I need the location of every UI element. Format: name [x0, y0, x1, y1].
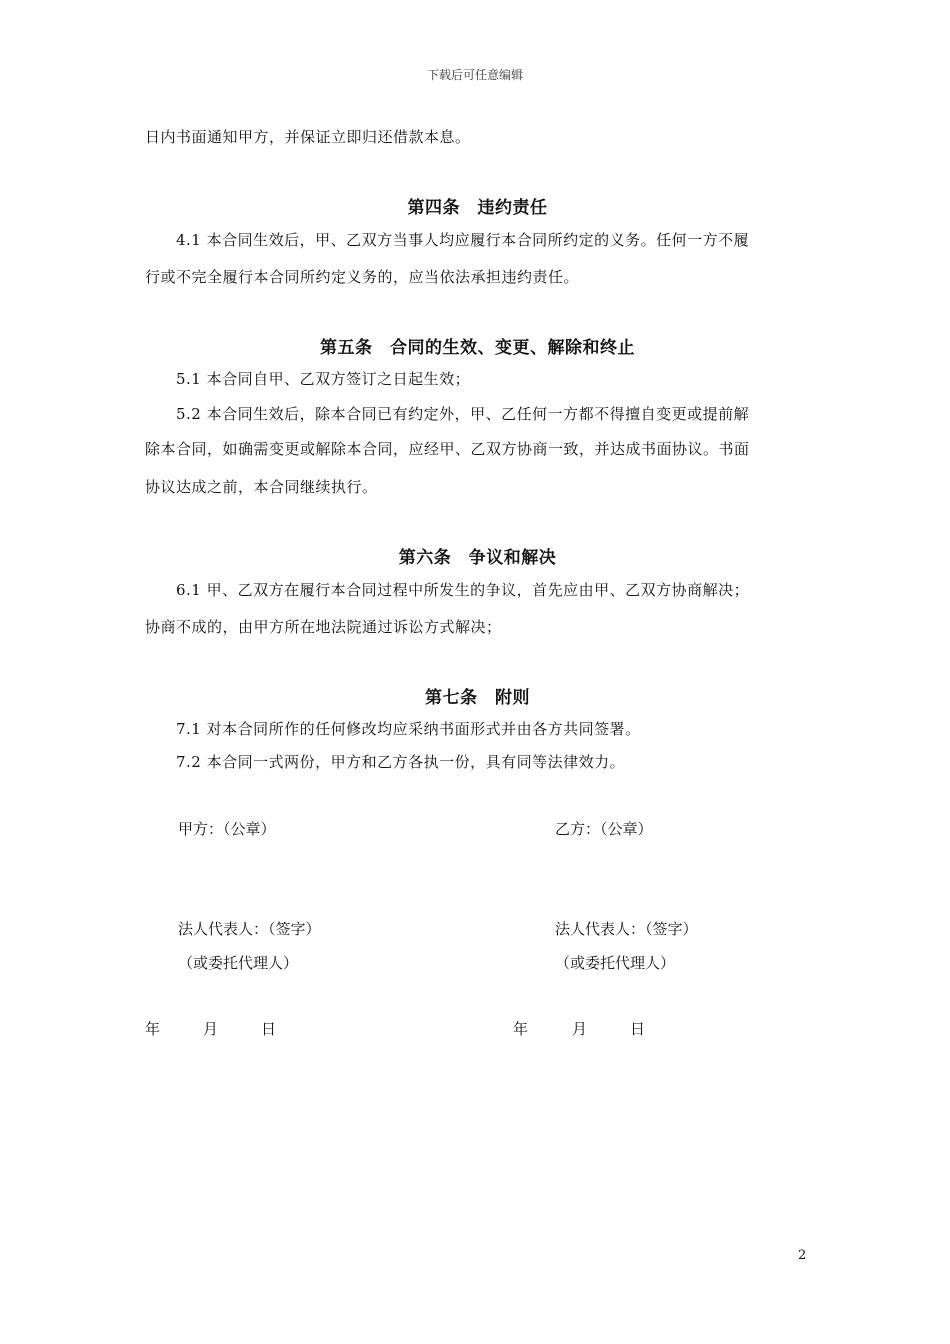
article-6-title: 第六条 争议和解决 [398, 548, 557, 568]
party-b-date-year: 年 [513, 1020, 529, 1038]
page-number: 2 [798, 1248, 807, 1263]
clause-6-1-line-2: 协商不成的，由甲方所在地法院通过诉讼方式解决； [145, 618, 502, 636]
party-a-agent: （或委托代理人） [178, 954, 299, 972]
clause-5-2-line-1: 5.2 本合同生效后，除本合同已有约定外，甲、乙任何一方都不得擅自变更或提前解 [176, 405, 750, 423]
article-4-title: 第四条 违约责任 [407, 198, 548, 218]
clause-5-2-line-2: 除本合同，如确需变更或解除本合同，应经甲、乙双方协商一致，并达成书面协议。书面 [145, 440, 750, 458]
party-b-representative: 法人代表人：（签字） [555, 920, 698, 938]
party-a-seal: 甲方：（公章） [178, 820, 276, 838]
party-b-agent: （或委托代理人） [555, 954, 676, 972]
party-a-representative: 法人代表人：（签字） [178, 920, 321, 938]
party-b-date-month: 月 [572, 1020, 588, 1038]
party-a-date-day: 日 [261, 1020, 277, 1038]
clause-5-1: 5.1 本合同自甲、乙双方签订之日起生效； [176, 370, 471, 388]
clause-4-1-line-1: 4.1 本合同生效后，甲、乙双方当事人均应履行本合同所约定的义务。任何一方不履 [176, 231, 750, 249]
party-a-date-month: 月 [203, 1020, 219, 1038]
party-a-date-year: 年 [145, 1020, 161, 1038]
clause-6-1-line-1: 6.1 甲、乙双方在履行本合同过程中所发生的争议，首先应由甲、乙双方协商解决； [176, 581, 750, 599]
clause-5-2-line-3: 协议达成之前，本合同继续执行。 [145, 478, 378, 496]
party-b-date-day: 日 [630, 1020, 646, 1038]
continuation-text: 日内书面通知甲方，并保证立即归还借款本息。 [145, 128, 471, 146]
page-header: 下载后可任意编辑 [426, 68, 523, 82]
clause-7-1: 7.1 对本合同所作的任何修改均应采纳书面形式并由各方共同签署。 [176, 720, 641, 738]
article-7-title: 第七条 附则 [425, 688, 530, 708]
party-b-seal: 乙方：（公章） [555, 820, 653, 838]
clause-7-2: 7.2 本合同一式两份，甲方和乙方各执一份，具有同等法律效力。 [176, 753, 626, 771]
article-5-title: 第五条 合同的生效、变更、解除和终止 [320, 338, 635, 358]
clause-4-1-line-2: 行或不完全履行本合同所约定义务的，应当依法承担违约责任。 [145, 268, 580, 286]
